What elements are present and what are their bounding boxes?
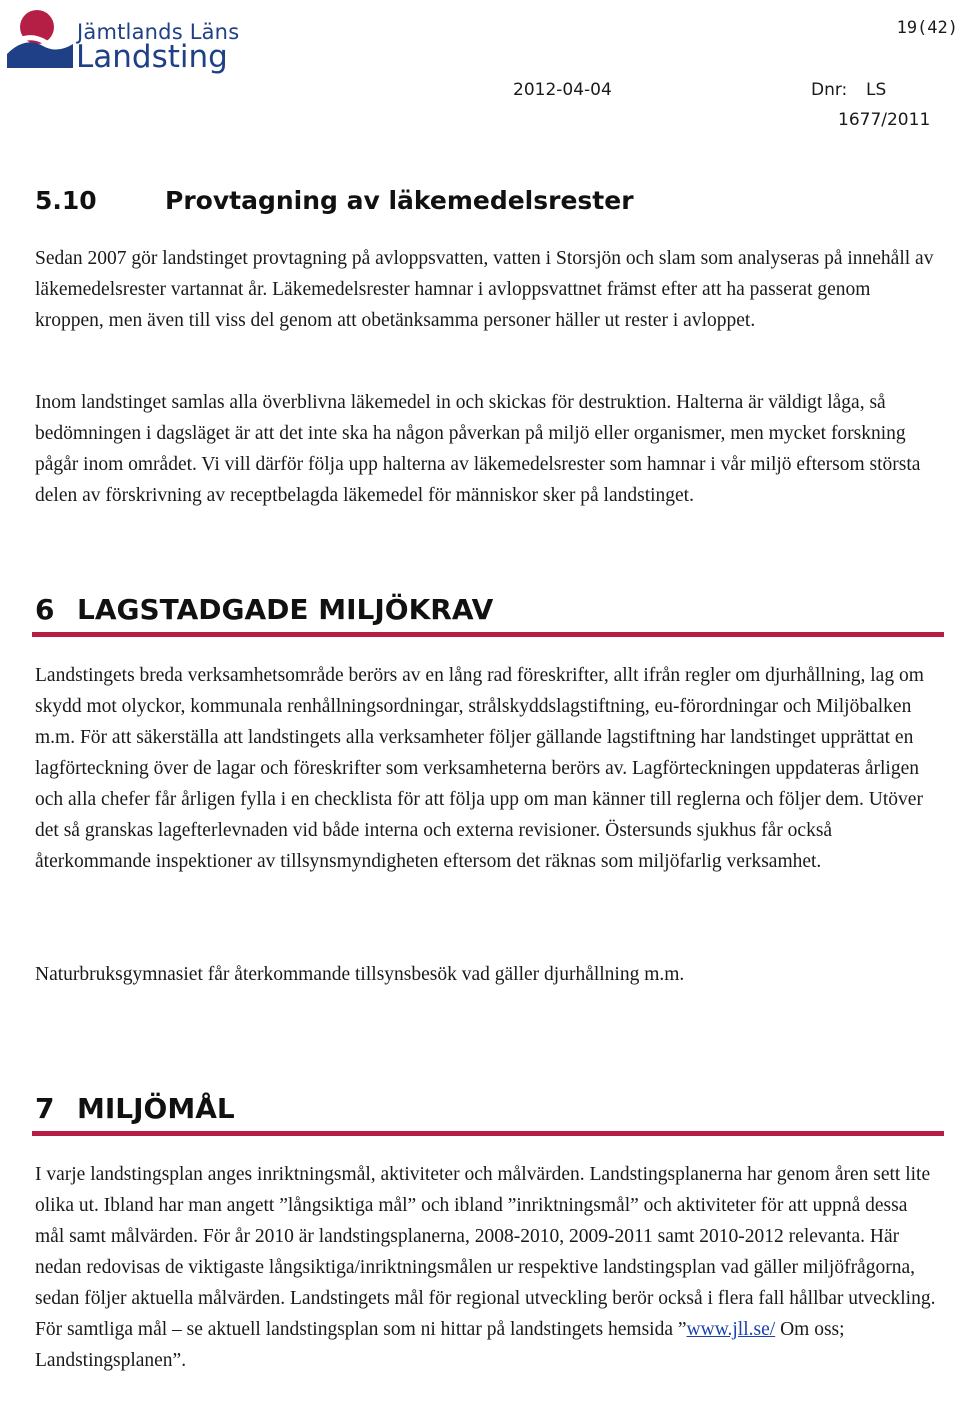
website-link[interactable]: www.jll.se/ (686, 1319, 776, 1340)
section-title: MILJÖMÅL (77, 1092, 235, 1125)
section-6-rule (32, 632, 944, 637)
section-6-paragraph-1: Landstingets breda verksamhetsområde berörs av en lång rad föreskrifter, allt ifrån regler om djurhållning, lag om skydd mot olyckor, kommunala renhållningsordningar, strålskyddslagstiftning, eu-förordningar och Miljöbalken m.m. För att säkerställa att landstingets alla verksamheter följer gällande lagstiftning har landstinget upprättat en lagförteckning över de lagar och föreskrifter som verksamheterna berörs av. Lagförteckningen uppdateras årligen och alla chefer får årligen fylla i en checklista för att följa upp om man känner till reglerna och följer dem. Utöver det så granskas lagefterlevnaden vid både interna och externa revisioner. Östersunds sjukhus får också återkommande inspektioner av tillsynsmyndigheten eftersom det räknas som miljöfarlig verksamhet. (35, 665, 924, 872)
dnr-value-line2: 1677/2011 (838, 110, 931, 130)
section-number: 7 (35, 1092, 55, 1125)
logo-emblem-icon (3, 6, 77, 78)
section-6-paragraph-2: Naturbruksgymnasiet får återkommande tillsynsbesök vad gäller djurhållning m.m. (35, 964, 685, 985)
section-7-rule (32, 1131, 944, 1136)
section-5-10-paragraph-1: Sedan 2007 gör landstinget provtagning på avloppsvatten, vatten i Storsjön och slam som analyseras på innehåll av läkemedelsrester vartannat år. Läkemedelsrester hamnar i avloppsvattnet främst efter att ha passerat genom kroppen, men även till viss del genom att obetänksamma personer häller ut rester i avloppet. (35, 248, 934, 331)
logo-text-line2: Landsting (76, 39, 228, 75)
section-6-heading (35, 593, 493, 626)
section-7-heading (35, 1092, 235, 1125)
section-title: Provtagning av läkemedelsrester (165, 186, 634, 215)
paragraph-text-tail: Om oss; Landstingsplanen”. (35, 1319, 845, 1371)
dnr-value-line1: LS (866, 80, 887, 100)
logo-text-line1: Jämtlands Läns (77, 20, 240, 44)
document-date: 2012-04-04 (513, 80, 612, 100)
paragraph-text: I varje landstingsplan anges inriktningsmål, aktiviteter och målvärden. Landstingsplanerna har genom åren sett lite olika ut. Ibland har man angett ”långsiktiga mål” och ibland ”inriktningsmål” och aktiviteter för att uppnå dessa mål samt målvärden. För år 2010 är landstingsplanerna, 2008-2010, 2009-2011 samt 2010-2012 relevanta. Här nedan redovisas de viktigaste långsiktiga/inriktningsmålen ur respektive landstingsplan vad gäller miljöfrågorna, sedan följer aktuella målvärden. Landstingets mål för regional utveckling berör också i flera fall hållbar utveckling. För samtliga mål – se aktuell landstingsplan som ni hittar på landstingets hemsida ” (35, 1164, 936, 1340)
section-5-10-heading (35, 186, 634, 215)
page-number: 19(42) (896, 18, 958, 38)
section-number: 6 (35, 593, 55, 626)
section-number: 5.10 (35, 186, 97, 215)
section-5-10-paragraph-2: Inom landstinget samlas alla överblivna läkemedel in och skickas för destruktion. Halterna är väldigt låga, så bedömningen i dagsläget är att det inte ska ha någon påverkan på miljö eller organismer, men mycket forskning pågår inom området. Vi vill därför följa upp halterna av läkemedelsrester som hamnar i vår miljö eftersom största delen av förskrivning av receptbelagda läkemedel för människor sker på landstinget. (35, 392, 921, 506)
dnr-label: Dnr: (811, 80, 848, 100)
section-7-paragraph-1 (35, 1159, 940, 1376)
section-title: LAGSTADGADE MILJÖKRAV (77, 593, 494, 626)
